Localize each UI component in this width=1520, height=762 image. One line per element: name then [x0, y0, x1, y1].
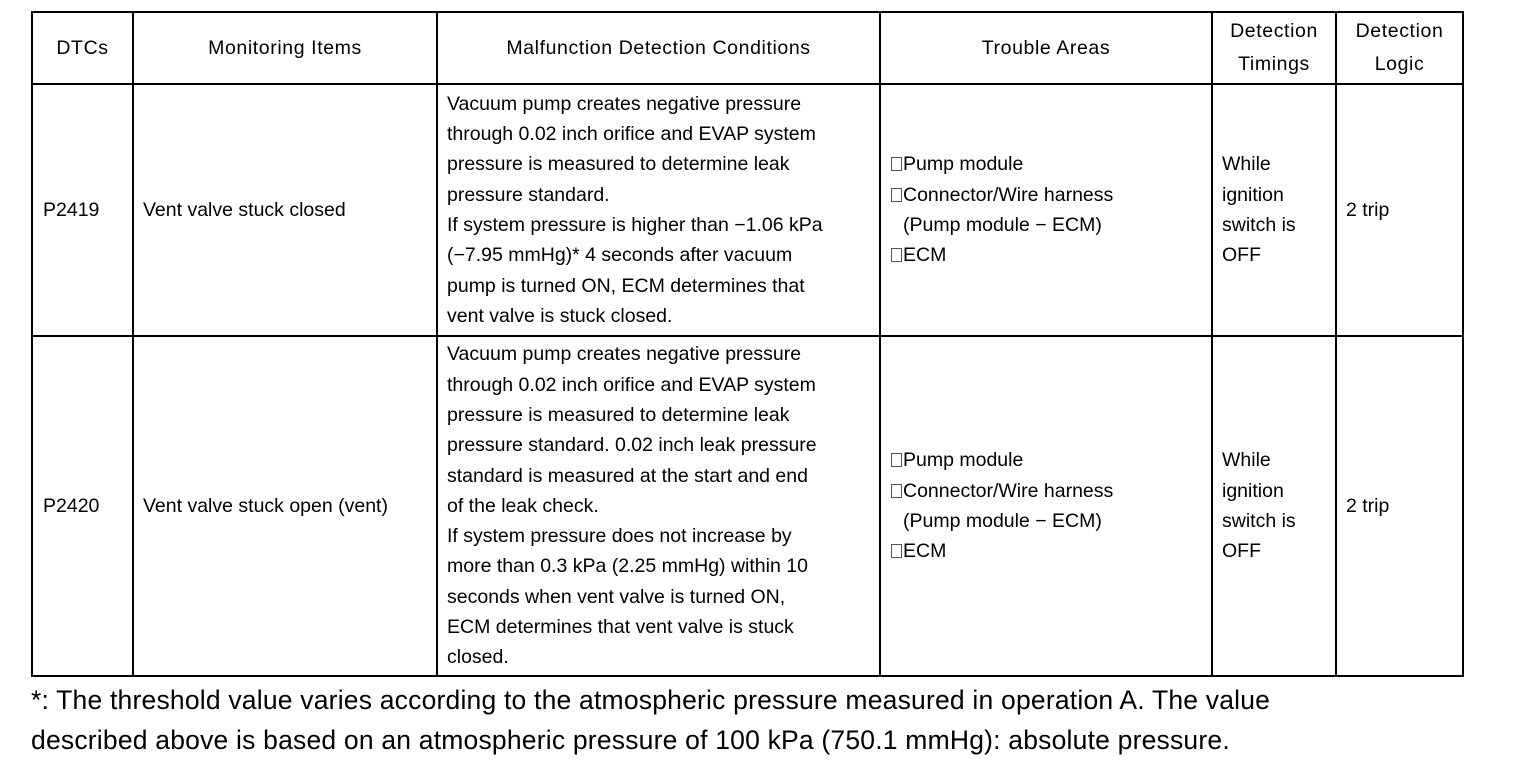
footnote — [31, 681, 1491, 760]
table-header-row — [32, 12, 1463, 84]
trouble-area-item: ECM — [891, 536, 1205, 566]
detection-conditions: Vacuum pump creates negative pressure through 0.02 inch orifice and EVAP system pressure is measured to determine leak pressure standard. If system pressure is higher than −1.06 kPa (−7.95 mmHg)* 4 seconds after vacuum pump is turned ON, ECM determines that vent valve is stuck closed. — [437, 84, 880, 336]
dtc-code: P2419 — [32, 84, 133, 336]
dtc-table — [31, 11, 1464, 677]
detection-logic: 2 trip — [1336, 336, 1463, 676]
trouble-area-item: Connector/Wire harness — [891, 180, 1205, 210]
footnote-line: described above is based on an atmospheric pressure of 100 kPa (750.1 mmHg): absolute pressure. — [31, 724, 1230, 755]
trouble-area-item: ECM — [891, 240, 1205, 270]
header-detection-logic: Detection Logic — [1336, 12, 1463, 84]
trouble-areas — [880, 84, 1212, 336]
detection-timing: While ignition switch is OFF — [1212, 336, 1336, 676]
trouble-areas — [880, 336, 1212, 676]
detection-logic: 2 trip — [1336, 84, 1463, 336]
checkbox-square-icon — [891, 157, 902, 171]
trouble-area-item: Connector/Wire harness — [891, 476, 1205, 506]
trouble-area-item: Pump module — [891, 445, 1205, 475]
trouble-area-subitem: (Pump module − ECM) — [903, 510, 1102, 532]
header-detection-timings: Detection Timings — [1212, 12, 1336, 84]
dtc-code: P2420 — [32, 336, 133, 676]
table-row — [32, 84, 1463, 336]
checkbox-square-icon — [891, 453, 902, 467]
header-monitoring-items: Monitoring Items — [133, 12, 437, 84]
table-row — [32, 336, 1463, 676]
header-malfunction-detection-conditions: Malfunction Detection Conditions — [437, 12, 880, 84]
trouble-area-subitem: (Pump module − ECM) — [903, 214, 1102, 236]
monitoring-item: Vent valve stuck closed — [133, 84, 437, 336]
checkbox-square-icon — [891, 484, 902, 498]
trouble-area-item: Pump module — [891, 149, 1205, 179]
checkbox-square-icon — [891, 248, 902, 262]
detection-conditions: Vacuum pump creates negative pressure through 0.02 inch orifice and EVAP system pressure is measured to determine leak pressure standard. 0.02 inch leak pressure standard is measured at the start and end of the leak check. If system pressure does not increase by more than 0.3 kPa (2.25 mmHg) within 10 seconds when vent valve is turned ON, ECM determines that vent valve is stuck closed. — [437, 336, 880, 676]
header-trouble-areas: Trouble Areas — [880, 12, 1212, 84]
checkbox-square-icon — [891, 544, 902, 558]
monitoring-item: Vent valve stuck open (vent) — [133, 336, 437, 676]
checkbox-square-icon — [891, 188, 902, 202]
footnote-line: *: The threshold value varies according to the atmospheric pressure measured in operation A. The value — [31, 685, 1271, 715]
header-dtcs: DTCs — [32, 12, 133, 84]
detection-timing: While ignition switch is OFF — [1212, 84, 1336, 336]
